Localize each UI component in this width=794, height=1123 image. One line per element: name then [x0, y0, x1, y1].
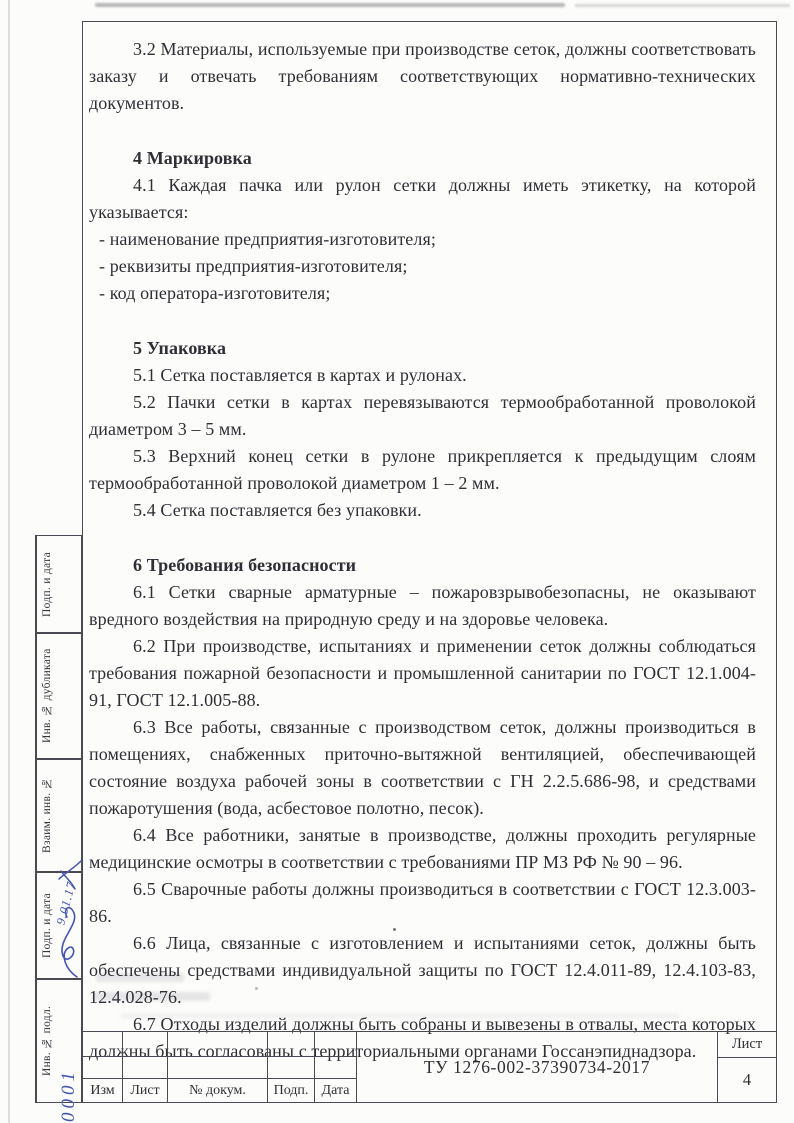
sheet-number: 4	[742, 1070, 752, 1089]
scan-artifact	[8, 0, 10, 1123]
revision-table	[83, 1032, 357, 1102]
paragraph: 6.3 Все работы, связанные с производством сеток, должны производиться в помещениях, снабженных приточно-вытяжной вентиляцией, обеспечивающей состояние воздуха рабочей зоны в соответствии с ГН 2.2.5.686-98, и средствами пожаротушения (вода, асбестовое полотно, песок).	[89, 717, 756, 818]
stamp-label: Инв. № подл.	[36, 980, 57, 1102]
paragraph: - наименование предприятия-изготовителя;	[99, 229, 436, 249]
column-header-izm: Изм	[83, 1079, 123, 1102]
revision-cell-empty	[315, 1032, 357, 1057]
document-frame	[82, 21, 777, 1103]
paragraph: 5.2 Пачки сетки в картах перевязываются термообработанной проволокой диаметром 3 – 5 мм.	[89, 392, 756, 439]
section-heading: 4 Маркировка	[133, 148, 252, 168]
paragraph: 6.2 При производстве, испытаниях и применении сеток должны соблюдаться требования пожарной безопасности и промышленной санитарии по ГОСТ 12.1.004-91, ГОСТ 12.1.005-88.	[89, 636, 756, 710]
section-heading: 6 Требования безопасности	[133, 555, 357, 575]
paragraph: 5.3 Верхний конец сетки в рулоне прикрепляется к предыдущим слоям термообработанной проволокой диаметром 1 – 2 мм.	[89, 446, 756, 493]
paragraph: 6.5 Сварочные работы должны производиться в соответствии с ГОСТ 12.3.003-86.	[89, 879, 756, 926]
paragraph: 4.1 Каждая пачка или рулон сетки должны иметь этикетку, на которой указывается:	[89, 175, 756, 222]
stamp-label: Взаим. инв. №	[36, 760, 57, 871]
paragraph: 3.2 Материалы, используемые при производстве сеток, должны соответствовать заказу и отвечать требованиям соответствующих нормативно-технических документов.	[89, 39, 756, 113]
stamp-signature-area	[57, 980, 81, 1122]
paragraph: 6.7 Отходы изделий должны быть собраны и вывезены в отвалы, места которых должны быть согласованы с территориальными органами Госсанэпиднадзора.	[89, 1014, 756, 1061]
revision-cell-empty	[315, 1057, 357, 1079]
stamp-signature-area	[53, 873, 81, 978]
handwritten-date: 9.01.17	[53, 879, 79, 927]
paragraph: 6.1 Сетки сварные арматурные – пожаровзрывобезопасны, не оказывают вредного воздействия на природную среду и на здоровье человека.	[89, 582, 756, 629]
paragraph: - код оператора-изготовителя;	[99, 283, 331, 303]
sheet-label: Лист	[718, 1032, 776, 1058]
stamp-box-podp-i-data-1	[35, 535, 82, 633]
document-content	[83, 22, 776, 1065]
revision-cell-empty	[268, 1057, 315, 1079]
stamp-signature-area	[57, 536, 81, 632]
stamp-label: Подп. и дата	[36, 873, 57, 978]
paragraph: 5.1 Сетка поставляется в картах и рулонах.	[133, 365, 467, 385]
stamp-box-podp-i-data-2	[35, 872, 82, 979]
stamp-label: Подп. и дата	[36, 536, 57, 632]
paragraph: 5.4 Сетка поставляется без упаковки.	[133, 500, 422, 520]
stamp-signature-area	[57, 760, 81, 871]
revision-cell-empty	[83, 1032, 123, 1057]
stamp-label: Инв. № дубликата	[36, 634, 57, 758]
column-header-dokum: № докум.	[168, 1079, 268, 1102]
revision-cell-empty	[268, 1032, 315, 1057]
sheet-block	[718, 1032, 776, 1102]
section-heading: 5 Упаковка	[133, 338, 227, 358]
document-number: ТУ 1276-002-37390734-2017	[423, 1056, 651, 1077]
scan-artifact	[575, 4, 790, 7]
title-block	[83, 1031, 776, 1102]
paragraph: 6.4 Все работники, занятые в производстве, должны проходить регулярные медицинские осмотры в соответствии с требованиями ПР МЗ РФ № 90 – 96.	[89, 825, 756, 872]
stamp-box-inv-podl	[35, 979, 82, 1122]
stamp-box-inv-dublikata	[35, 633, 82, 759]
scan-artifact	[95, 3, 565, 7]
revision-cell-empty	[168, 1032, 268, 1057]
handwritten-inventory-number: 0001	[58, 1068, 79, 1122]
paragraph: 6.6 Лица, связанные с изготовлением и испытаниями сеток, должны быть обеспечены средствами индивидуальной защиты по ГОСТ 12.4.011-89, 12.4.103-83, 12.4.028-76.	[89, 933, 756, 1007]
revision-cell-empty	[123, 1032, 168, 1057]
revision-cell-empty	[123, 1057, 168, 1079]
column-header-podp: Подп.	[268, 1079, 315, 1102]
revision-cell-empty	[168, 1057, 268, 1079]
stamp-box-vzaim-inv	[35, 759, 82, 872]
paragraph: - реквизиты предприятия-изготовителя;	[99, 256, 408, 276]
revision-cell-empty	[83, 1057, 123, 1079]
document-number-cell	[357, 1032, 718, 1102]
stamp-signature-area	[57, 634, 81, 758]
column-header-list: Лист	[123, 1079, 168, 1102]
column-header-data: Дата	[315, 1079, 357, 1102]
